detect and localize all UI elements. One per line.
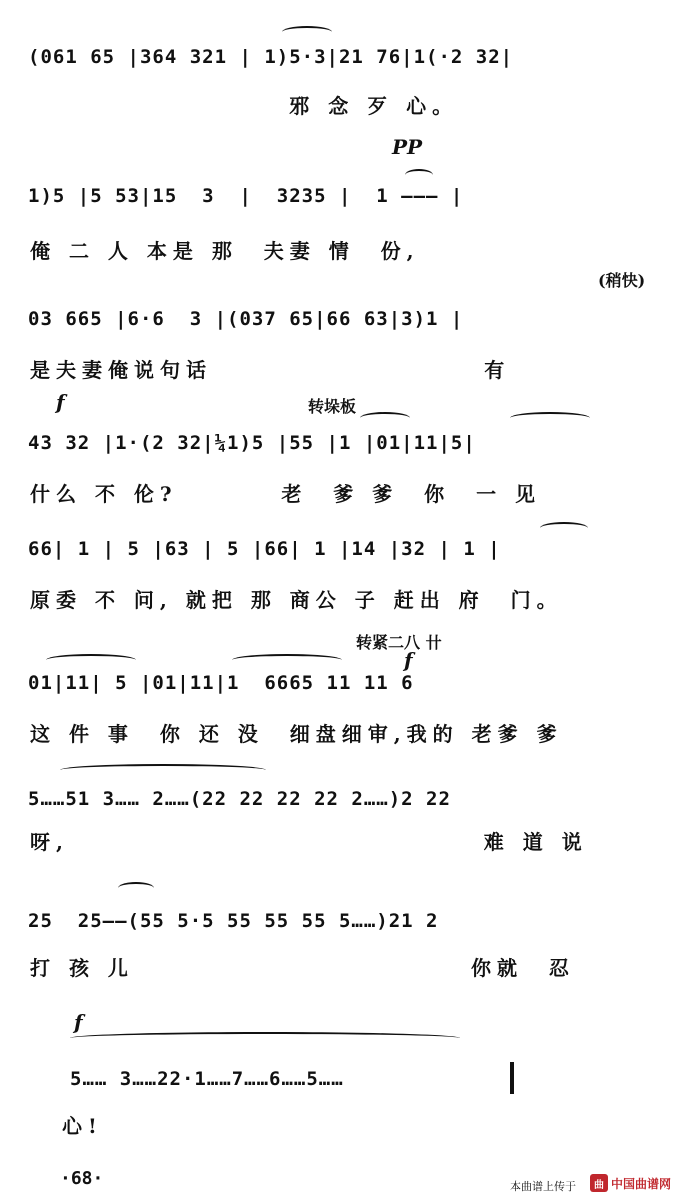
dynamic-mark: f xyxy=(74,1010,83,1034)
lyrics-line: 这 件 事 你 还 没 细盘细审,我的 老爹 爹 xyxy=(30,722,563,746)
slur xyxy=(282,26,332,38)
page-number: ·68· xyxy=(60,1168,104,1189)
tempo-mark: 转垛板 xyxy=(308,397,357,416)
lyrics-line: 打 孩 儿 你就 忍 xyxy=(30,956,575,980)
notation-line: 66| 1 | 5 |63 | 5 |66| 1 |14 |32 | 1 | xyxy=(28,538,501,560)
notation-line: 25 25——(55 5·5 55 55 55 5……)21 2 xyxy=(28,910,439,932)
slur xyxy=(405,169,433,181)
lyrics-line: 什么 不 伦? 老 爹 爹 你 一 见 xyxy=(30,482,542,506)
notation-line: 43 32 |1·(2 32|¼1)5 |55 |1 |01|11|5| xyxy=(28,432,476,454)
lyrics-line: 呀, 难 道 说 xyxy=(30,830,588,854)
slur xyxy=(60,764,266,776)
slur xyxy=(232,654,342,666)
notation-line: 5…… 3……22·1……7……6……5…… xyxy=(70,1068,344,1090)
fermata-arc xyxy=(118,882,154,894)
lyrics-line: 心! xyxy=(62,1114,103,1138)
slur xyxy=(70,1032,460,1044)
slur xyxy=(46,654,136,666)
source-label: 本曲谱上传于 xyxy=(510,1180,576,1193)
notation-line: 1)5 |5 53|15 3 | 3235 | 1 ——— | xyxy=(28,185,464,207)
dynamic-mark: f xyxy=(404,648,413,672)
lyrics-line: 原委 不 问, 就把 那 商公 子 赶出 府 门。 xyxy=(30,588,563,612)
slur xyxy=(540,522,588,534)
dynamic-mark: PP xyxy=(392,135,423,159)
notation-line: 03 665 |6·6 3 |(037 65|66 63|3)1 | xyxy=(28,308,464,330)
lyrics-line: 是夫妻俺说句话 有 xyxy=(30,358,511,382)
slur xyxy=(360,412,410,424)
tempo-mark: 转紧二八 卄 xyxy=(356,633,442,652)
final-barline xyxy=(510,1062,514,1094)
site-logo xyxy=(590,1172,694,1194)
notation-line: 01|11| 5 |01|11|1 6665 11 11 6 xyxy=(28,672,414,694)
notation-line: (061 65 |364 321 | 1)5·3|21 76|1(·2 32| xyxy=(28,46,514,68)
notation-line: 5……51 3…… 2……(22 22 22 22 2……)2 22 xyxy=(28,788,451,810)
logo-badge-icon: 曲 xyxy=(590,1174,608,1192)
lyrics-line: 邪 念 歹 心。 xyxy=(30,94,459,118)
slur xyxy=(510,412,590,424)
dynamic-mark: f xyxy=(56,390,65,414)
tempo-mark: (稍快) xyxy=(598,271,646,290)
logo-text: 中国曲谱网 xyxy=(611,1176,672,1191)
lyrics-line: 俺 二 人 本是 那 夫妻 情 份, xyxy=(30,239,420,263)
